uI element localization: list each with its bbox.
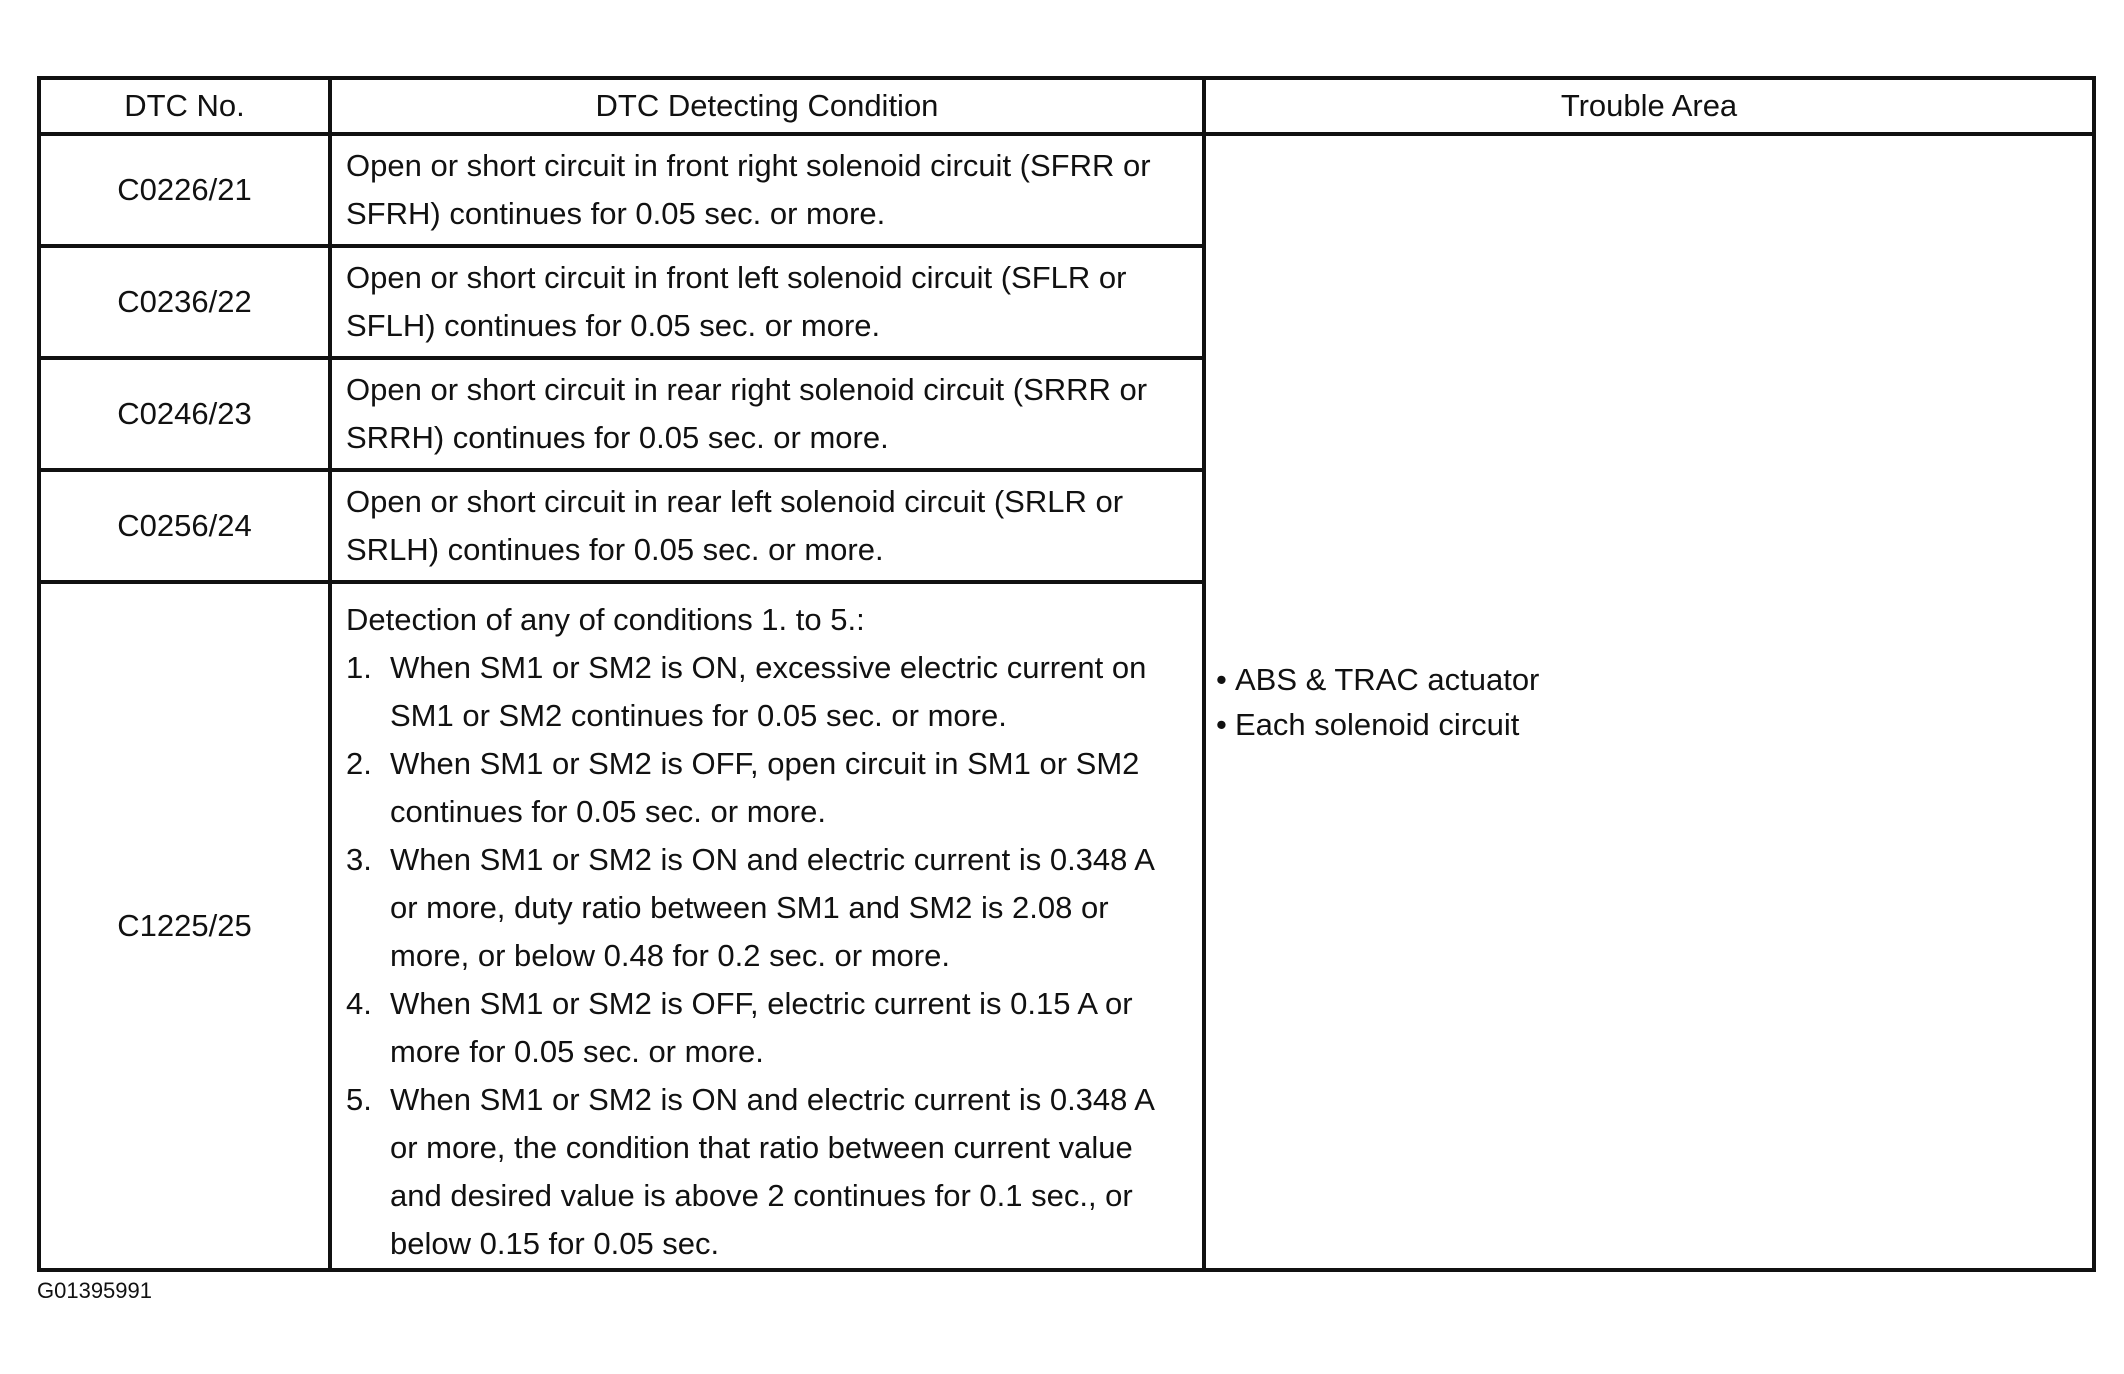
condition-text: When SM1 or SM2 is OFF, electric current is 0.15 A or more for 0.05 sec. or more. — [390, 986, 1133, 1069]
trouble-area-cell — [1204, 134, 2094, 1270]
condition-number: 4. — [346, 986, 372, 1021]
dtc-code: C1225/25 — [39, 582, 330, 1270]
dtc-code: C0246/23 — [39, 358, 330, 470]
table-row — [39, 134, 2094, 246]
condition-text: When SM1 or SM2 is ON and electric current is 0.348 A or more, duty ratio between SM1 and SM2 is 2.08 or more, or below 0.48 for 0.2 sec. or more. — [390, 842, 1154, 973]
condition-text: When SM1 or SM2 is ON, excessive electric current on SM1 or SM2 continues for 0.05 sec. or more. — [390, 650, 1147, 733]
condition-item — [346, 1076, 1188, 1268]
condition-number: 1. — [346, 650, 372, 685]
condition-text: When SM1 or SM2 is OFF, open circuit in SM1 or SM2 continues for 0.05 sec. or more. — [390, 746, 1140, 829]
header-trouble-area: Trouble Area — [1204, 78, 2094, 134]
header-dtc-no: DTC No. — [39, 78, 330, 134]
trouble-area-item: • Each solenoid circuit — [1216, 702, 2082, 747]
condition-item — [346, 980, 1188, 1076]
dtc-table — [37, 76, 2096, 1272]
detecting-condition: Open or short circuit in rear left solenoid circuit (SRLR or SRLH) continues for 0.05 sec. or more. — [330, 470, 1204, 582]
condition-list — [346, 644, 1188, 1268]
header-row — [39, 78, 2094, 134]
trouble-area-item: • ABS & TRAC actuator — [1216, 657, 2082, 702]
header-detecting-condition: DTC Detecting Condition — [330, 78, 1204, 134]
dtc-code: C0256/24 — [39, 470, 330, 582]
condition-number: 3. — [346, 842, 372, 877]
dtc-code: C0226/21 — [39, 134, 330, 246]
figure-id: G01395991 — [37, 1278, 152, 1303]
condition-item — [346, 836, 1188, 980]
detecting-condition — [330, 582, 1204, 1270]
trouble-area-list — [1216, 657, 2082, 747]
condition-intro: Detection of any of conditions 1. to 5.: — [346, 602, 865, 637]
dtc-code: C0236/22 — [39, 246, 330, 358]
detecting-condition: Open or short circuit in rear right solenoid circuit (SRRR or SRRH) continues for 0.05 sec. or more. — [330, 358, 1204, 470]
condition-number: 2. — [346, 746, 372, 781]
detecting-condition: Open or short circuit in front right solenoid circuit (SFRR or SFRH) continues for 0.05 sec. or more. — [330, 134, 1204, 246]
detecting-condition: Open or short circuit in front left solenoid circuit (SFLR or SFLH) continues for 0.05 sec. or more. — [330, 246, 1204, 358]
condition-item — [346, 644, 1188, 740]
condition-text: When SM1 or SM2 is ON and electric current is 0.348 A or more, the condition that ratio between current value and desired value is above 2 continues for 0.1 sec., or below 0.15 for 0.05 sec. — [390, 1082, 1154, 1261]
condition-item — [346, 740, 1188, 836]
condition-number: 5. — [346, 1082, 372, 1117]
